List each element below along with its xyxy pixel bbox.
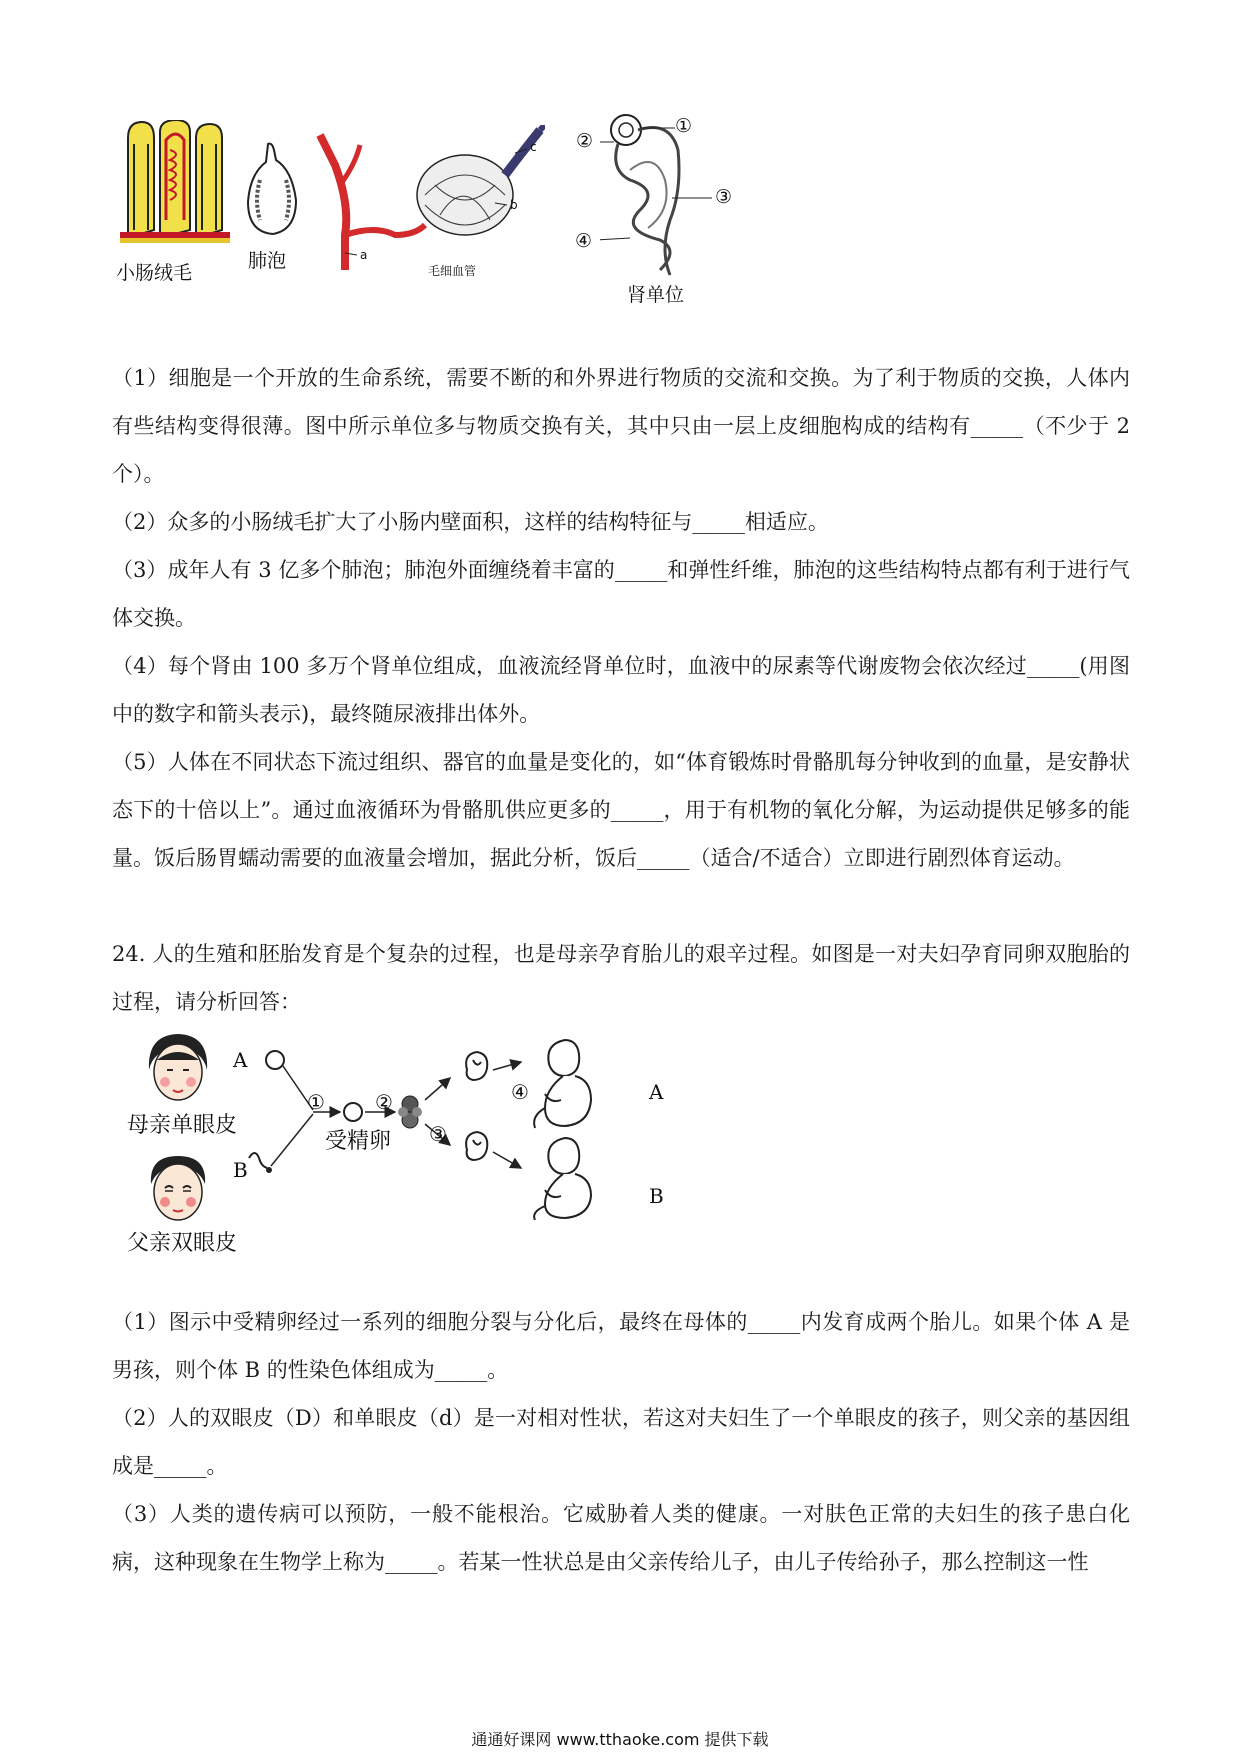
alveolus-caption: 肺泡 [248,250,287,272]
nephron-label-3: ③ [715,186,733,208]
q23-item-5: （5）人体在不同状态下流过组织、器官的血量是变化的，如“体育锻炼时骨骼肌每分钟收到的血量，是安静状态下的十倍以上”。通过血液循环为骨骼肌供应更多的_____，用于有机物的氧化分解，为运动提供足够多的能量。饭后肠胃蠕动需要的血液量会增加，据此分析，饭后_____（适合/不适合）立即进行剧烈体育运动。 [112,750,1130,870]
villi-illustration [120,120,230,245]
q24-intro: 24. 人的生殖和胚胎发育是个复杂的过程，也是母亲孕育胎儿的艰辛过程。如图是一对夫妇孕育同卵双胞胎的过程，请分析回答： [112,942,1130,1014]
step-2-label: ② [375,1090,393,1114]
fetus-label-A: A [649,1080,664,1104]
nephron-label-4: ④ [575,230,593,252]
capillary-label-b: b [510,198,518,212]
capillary-label-a: a [360,248,368,262]
egg-label-A: A [233,1048,248,1072]
villi-caption: 小肠绒毛 [116,262,193,284]
development-diagram [245,1030,665,1220]
mother-face-icon [143,1030,213,1105]
nephron-label-1: ① [675,115,693,137]
q24-item-3: （3）人类的遗传病可以预防，一般不能根治。它威胁着人类的健康。一对肤色正常的夫妇生的孩子患白化病，这种现象在生物学上称为_____。若某一性状总是由父亲传给儿子，由儿子传给孙子，那么控制这一性 [112,1502,1130,1574]
alveolus-illustration [238,140,308,240]
step-1-label: ① [307,1090,325,1114]
mother-caption: 母亲单眼皮 [127,1113,238,1138]
sperm-label-B: B [233,1158,248,1182]
zygote-caption: 受精卵 [325,1129,392,1154]
fetus-label-B: B [649,1184,664,1208]
q23-item-2: （2）众多的小肠绒毛扩大了小肠内壁面积，这样的结构特征与_____相适应。 [112,510,829,534]
q24-item-1: （1）图示中受精卵经过一系列的细胞分裂与分化后，最终在母体的_____内发育成两个胎儿。如果个体 A 是男孩，则个体 B 的性染色体组成为_____。 [112,1310,1130,1382]
step-3-label: ③ [429,1122,447,1146]
q23-item-3: （3）成年人有 3 亿多个肺泡；肺泡外面缠绕着丰富的_____和弹性纤维，肺泡的这些结构特点都有利于进行气体交换。 [112,558,1130,630]
nephron-label-2: ② [576,130,594,152]
figure-structures [110,110,830,330]
q24-item-2: （2）人的双眼皮（D）和单眼皮（d）是一对相对性状，若这对夫妇生了一个单眼皮的孩子，则父亲的基因组成是_____。 [112,1406,1130,1478]
q23-item-4: （4）每个肾由 100 多万个肾单位组成，血液流经肾单位时，血液中的尿素等代谢废物会依次经过_____(用图中的数字和箭头表示)，最终随尿液排出体外。 [112,654,1130,726]
father-caption: 父亲双眼皮 [127,1231,238,1256]
figure-twins [115,1030,675,1290]
step-4-label: ④ [511,1080,529,1104]
page-footer: 通通好课网 www.tthaoke.com 提供下载 [471,1730,769,1749]
q23-item-1: （1）细胞是一个开放的生命系统，需要不断的和外界进行物质的交流和交换。为了利于物质的交换，人体内有些结构变得很薄。图中所示单位多与物质交换有关，其中只由一层上皮细胞构成的结构有_____（不少于 2 个）。 [112,366,1130,486]
capillary-label-c: c [530,140,537,154]
capillary-caption: 毛细血管 [428,264,477,278]
father-face-icon [143,1150,213,1225]
nephron-caption: 肾单位 [627,284,685,306]
